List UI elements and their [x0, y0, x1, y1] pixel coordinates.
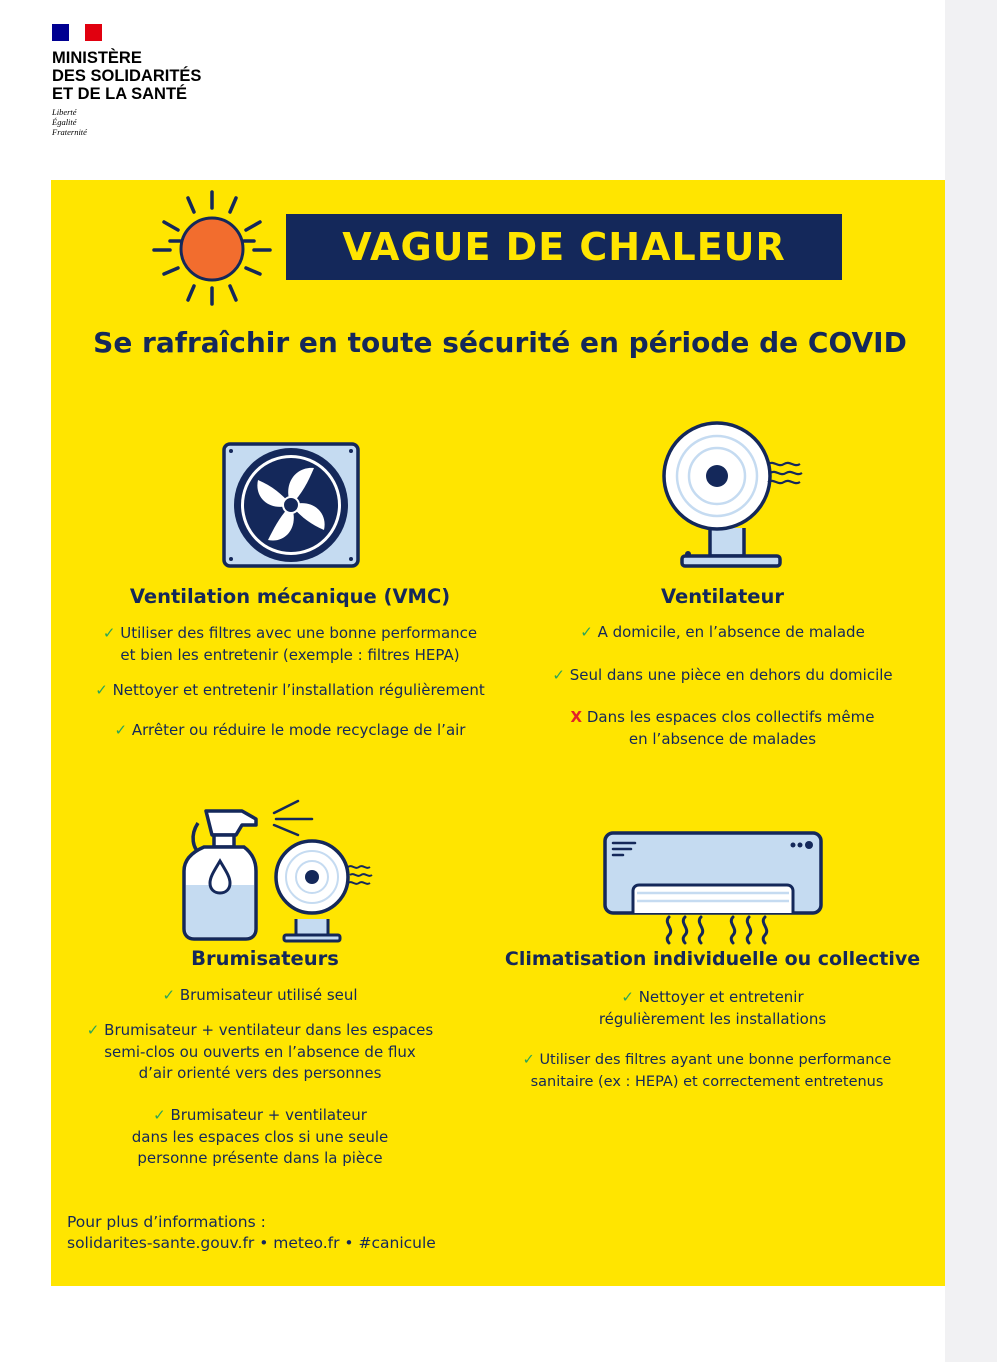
sun-icon — [150, 186, 274, 310]
ventilateur-item-2: ✓ Seul dans une pièce en dehors du domicile — [552, 666, 893, 684]
footer-links: solidarites-sante.gouv.fr • meteo.fr • #canicule — [67, 1234, 436, 1252]
cross-icon: X — [570, 708, 583, 726]
air-conditioner-icon — [603, 831, 825, 945]
flag-stripe-red — [85, 24, 102, 41]
ventilateur-item-3: X Dans les espaces clos collectifs même en l’absence de malades — [570, 708, 875, 748]
ventilateur-item-1: ✓ A domicile, en l’absence de malade — [580, 623, 865, 641]
mister-spray-icon — [180, 795, 370, 943]
section-title-ventilateur: Ventilateur — [660, 585, 785, 608]
vmc-item-3: ✓ Arrêter ou réduire le mode recyclage de l’air — [114, 721, 466, 739]
flag-stripe-white — [69, 24, 86, 41]
vmc-item-2: ✓ Nettoyer et entretenir l’installation régulièrement — [95, 681, 485, 699]
footer-info-label: Pour plus d’informations : — [67, 1213, 266, 1231]
flag-stripe-blue — [52, 24, 69, 41]
ministry-logo — [52, 24, 201, 137]
section-title-brumisateurs: Brumisateurs — [191, 947, 339, 970]
climatisation-item-1: ✓ Nettoyer et entretenir régulièrement les installations — [598, 988, 827, 1028]
republic-motto: Liberté Égalité Fraternité — [52, 107, 87, 137]
climatisation-item-2: ✓ Utiliser des filtres ayant une bonne performance sanitaire (ex : HEPA) et correctement entretenus — [522, 1052, 892, 1090]
brumisateurs-item-2: ✓ Brumisateur + ventilateur dans les espaces semi-clos ou ouverts en l’absence de flux d’air orienté vers des personnes — [86, 1021, 434, 1082]
check-icon: ✓ — [522, 1052, 535, 1068]
check-icon: ✓ — [580, 623, 593, 641]
brumisateurs-item-3: ✓ Brumisateur + ventilateur dans les espaces clos si une seule personne présente dans la pièce — [131, 1106, 389, 1167]
poster-footer — [67, 1212, 436, 1254]
check-icon: ✓ — [153, 1106, 166, 1124]
section-title-vmc: Ventilation mécanique (VMC) — [129, 585, 451, 608]
check-icon: ✓ — [86, 1021, 100, 1039]
check-icon: ✓ — [162, 986, 176, 1004]
check-icon: ✓ — [95, 681, 108, 699]
check-icon: ✓ — [621, 988, 634, 1006]
check-icon: ✓ — [552, 666, 565, 684]
republic-flag-icon — [52, 24, 102, 41]
brumisateurs-item-1: ✓ Brumisateur utilisé seul — [162, 986, 358, 1004]
vmc-fan-icon — [222, 442, 360, 568]
vmc-item-1: ✓ Utiliser des filtres avec une bonne performance et bien les entretenir (exemple : filtres HEPA) — [102, 624, 478, 664]
section-title-climatisation: Climatisation individuelle ou collective — [504, 948, 921, 970]
ministry-name: MINISTÈRE DES SOLIDARITÉS ET DE LA SANTÉ — [52, 49, 202, 103]
electric-fan-icon — [660, 418, 810, 570]
check-icon: ✓ — [102, 624, 116, 642]
check-icon: ✓ — [114, 721, 128, 739]
poster-title: VAGUE DE CHALEUR — [286, 214, 842, 280]
poster-subtitle: Se rafraîchir en toute sécurité en période de COVID — [93, 326, 907, 359]
